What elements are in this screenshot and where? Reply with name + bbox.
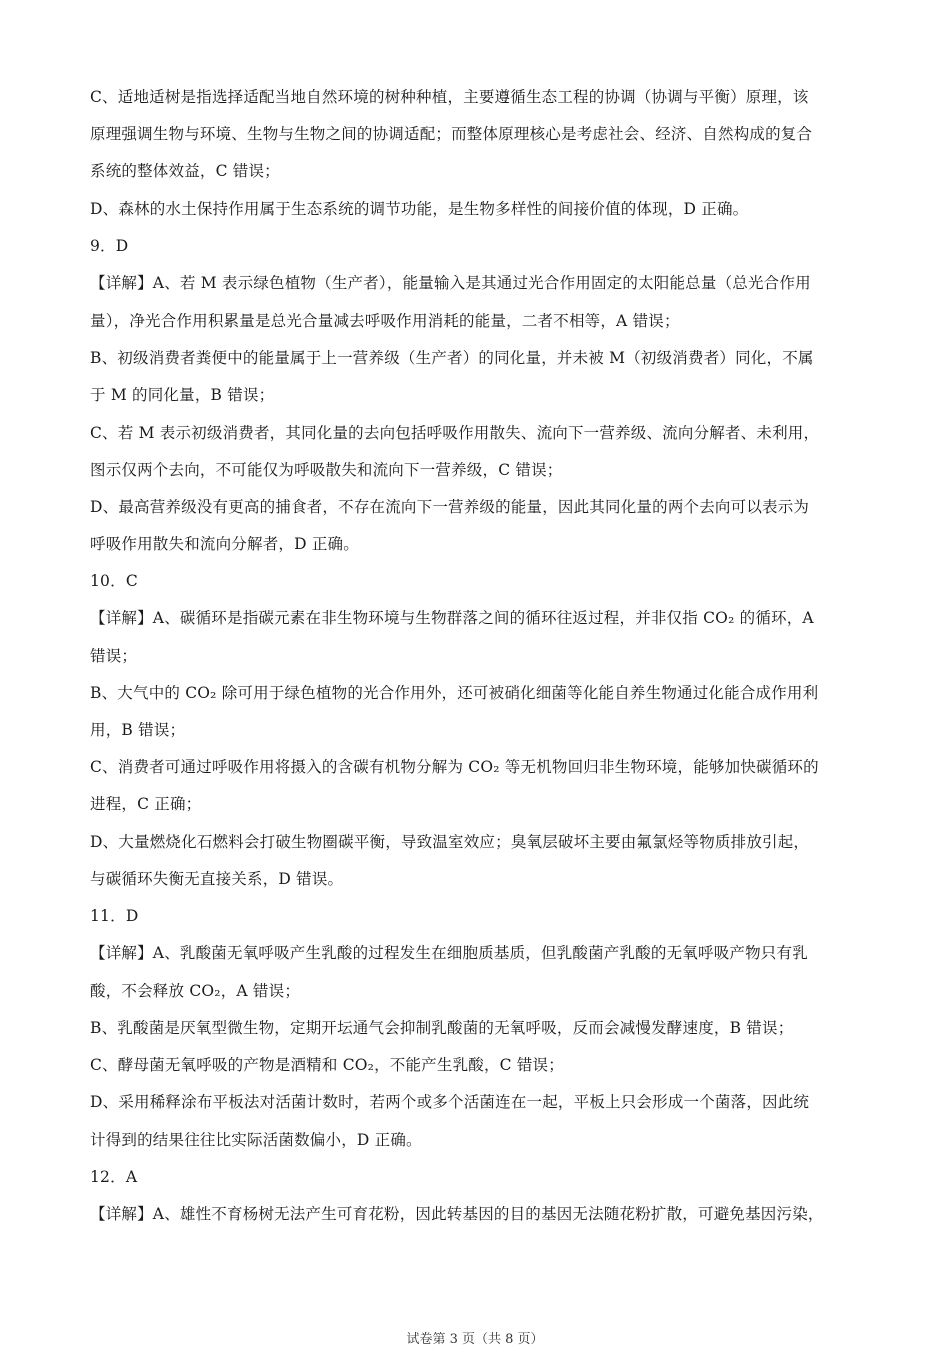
text-line: C、适地适树是指选择适配当地自然环境的树种种植，主要遵循生态工程的协调（协调与平衡）原理，该 — [90, 88, 809, 106]
text-line: B、乳酸菌是厌氧型微生物，定期开坛通气会抑制乳酸菌的无氧呼吸，反而会减慢发酵速度，B 错误； — [90, 1019, 794, 1037]
text-line: 【详解】A、碳循环是指碳元素在非生物环境与生物群落之间的循环往返过程，并非仅指 CO₂ 的循环，A — [90, 609, 814, 627]
text-line: 呼吸作用散失和流向分解者，D 正确。 — [90, 535, 359, 553]
text-line: 与碳循环失衡无直接关系，D 错误。 — [90, 870, 344, 888]
text-line: D、大量燃烧化石燃料会打破生物圈碳平衡，导致温室效应；臭氧层破坏主要由氟氯烃等物质排放引起， — [90, 833, 810, 851]
text-line: C、消费者可通过呼吸作用将摄入的含碳有机物分解为 CO₂ 等无机物回归非生物环境，能够加快碳循环的 — [90, 758, 819, 776]
answer-heading: 10．C — [90, 572, 138, 590]
text-line: 进程，C 正确； — [90, 795, 202, 813]
page-footer: 试卷第 3 页（共 8 页） — [406, 1332, 544, 1347]
text-line: 【详解】A、雄性不育杨树无法产生可育花粉，因此转基因的目的基因无法随花粉扩散，可避免基因污染， — [90, 1205, 824, 1223]
text-line: B、大气中的 CO₂ 除可用于绿色植物的光合作用外，还可被硝化细菌等化能自养生物通过化能合成作用利 — [90, 684, 819, 702]
text-line: 于 M 的同化量，B 错误； — [90, 386, 275, 404]
text-line: 计得到的结果往往比实际活菌数偏小，D 正确。 — [90, 1131, 422, 1149]
text-line: D、森林的水土保持作用属于生态系统的调节功能，是生物多样性的间接价值的体现，D 正确。 — [90, 200, 749, 218]
text-line: 原理强调生物与环境、生物与生物之间的协调适配；而整体原理核心是考虑社会、经济、自然构成的复合 — [90, 125, 813, 143]
answer-heading: 11．D — [90, 907, 139, 925]
text-line: 用，B 错误； — [90, 721, 186, 739]
text-line: 图示仅两个去向，不可能仅为呼吸散失和流向下一营养级，C 错误； — [90, 461, 563, 479]
text-line: C、酵母菌无氧呼吸的产物是酒精和 CO₂，不能产生乳酸，C 错误； — [90, 1056, 564, 1074]
answer-heading: 9．D — [90, 237, 129, 255]
text-line: 【详解】A、乳酸菌无氧呼吸产生乳酸的过程发生在细胞质基质，但乳酸菌产乳酸的无氧呼吸产物只有乳 — [90, 944, 808, 962]
text-line: B、初级消费者粪便中的能量属于上一营养级（生产者）的同化量，并未被 M（初级消费者）同化，不属 — [90, 349, 814, 367]
text-line: C、若 M 表示初级消费者，其同化量的去向包括呼吸作用散失、流向下一营养级、流向分解者、未利用， — [90, 424, 820, 442]
text-line: 量），净光合作用积累量是总光合量减去呼吸作用消耗的能量，二者不相等，A 错误； — [90, 312, 680, 330]
answer-heading: 12．A — [90, 1168, 138, 1186]
text-line: 【详解】A、若 M 表示绿色植物（生产者），能量输入是其通过光合作用固定的太阳能总量（总光合作用 — [90, 274, 811, 292]
text-line: D、采用稀释涂布平板法对活菌计数时，若两个或多个活菌连在一起，平板上只会形成一个菌落，因此统 — [90, 1093, 810, 1111]
text-line: 错误； — [90, 647, 138, 665]
text-line: 系统的整体效益，C 错误； — [90, 162, 280, 180]
text-line: 酸，不会释放 CO₂，A 错误； — [90, 982, 301, 1000]
text-line: D、最高营养级没有更高的捕食者，不存在流向下一营养级的能量，因此其同化量的两个去向可以表示为 — [90, 498, 810, 516]
